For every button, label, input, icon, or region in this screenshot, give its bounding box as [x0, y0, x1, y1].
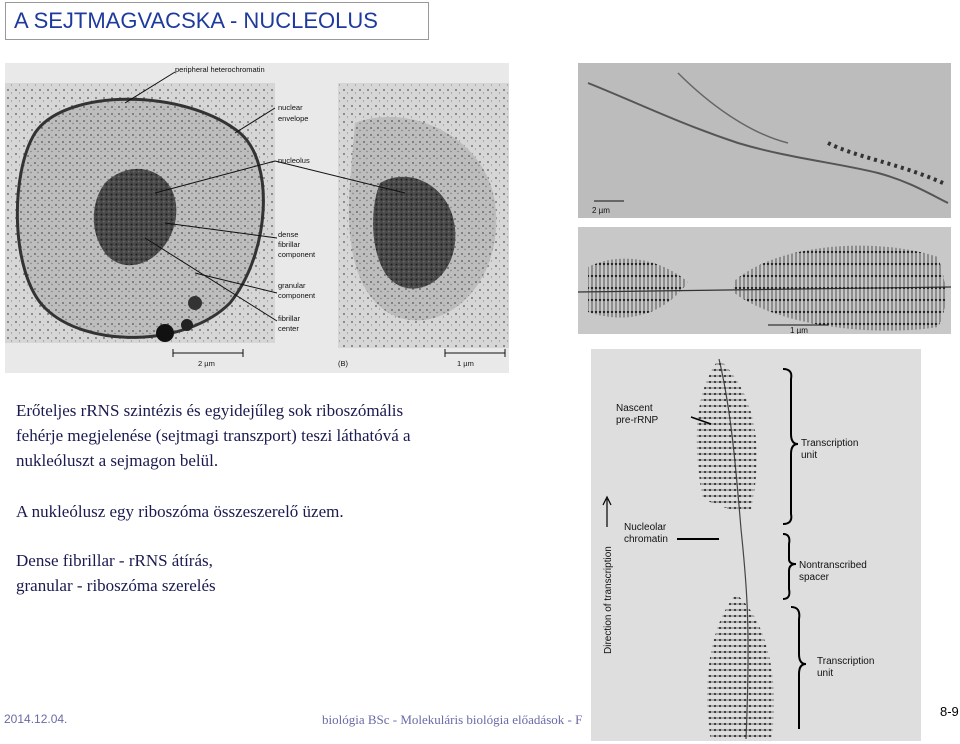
label-nucleolar: Nucleolar [624, 522, 667, 533]
label-peripheral-heterochromatin: peripheral heterochromatin [175, 65, 265, 74]
footer-date: 2014.12.04. [4, 712, 68, 726]
slide-title: A SEJTMAGVACSKA - NUCLEOLUS [14, 8, 378, 33]
label-direction-of-transcription: Direction of transcription [603, 546, 614, 654]
label-chromatin: chromatin [624, 534, 668, 545]
paragraph-1-line-1: Erőteljes rRNS szintézis és egyidejűleg sok riboszómális [16, 401, 404, 420]
paragraph-3 [16, 548, 216, 598]
paragraph-1-line-3: nukleóluszt a sejmagon belül. [16, 451, 219, 470]
label-nuclear: nuclear [278, 103, 303, 112]
paragraph-1-line-2: fehérje megjelenése (sejtmagi transzport) teszi láthatóvá a [16, 426, 411, 445]
paragraph-2 [16, 499, 344, 524]
label-nucleolus: nucleolus [278, 156, 310, 165]
chromatin-spread-top [578, 63, 951, 218]
paragraph-3-line-1: Dense fibrillar - rRNS átírás, [16, 551, 213, 570]
label-fibrillar: fibrillar [278, 240, 301, 249]
paragraph-2-line-1: A nukleólusz egy riboszóma összeszerelő üzem. [16, 502, 344, 521]
scale-a-label: 2 µm [198, 359, 215, 368]
panel-b-label: (B) [338, 359, 348, 368]
spread-middle-scale: 1 µm [790, 326, 808, 334]
paragraph-1 [16, 398, 411, 473]
label-pre-rrnp: pre-rRNP [616, 415, 659, 426]
label-transcription-unit-2: Transcription [817, 656, 875, 667]
label-spacer: spacer [799, 572, 830, 583]
label-center: center [278, 324, 299, 333]
title-box [5, 2, 429, 40]
paragraph-3-line-2: granular - riboszóma szerelés [16, 576, 216, 595]
page-number: 8-9 [940, 704, 959, 719]
label-granular: granular [278, 281, 306, 290]
label-fibrillar-2: fibrillar [278, 314, 301, 323]
label-dense: dense [278, 230, 299, 239]
label-component-2: component [278, 291, 316, 300]
label-envelope: envelope [278, 114, 309, 123]
spread-top-scale: 2 µm [592, 206, 610, 215]
label-nascent: Nascent [616, 403, 653, 414]
nucleolus-micrograph [5, 63, 509, 373]
label-nontranscribed: Nontranscribed [799, 560, 867, 571]
label-unit-1: unit [801, 450, 818, 461]
chromatin-spread-middle [578, 227, 951, 334]
transcription-units-diagram [591, 349, 921, 741]
label-transcription-unit-1: Transcription [801, 438, 859, 449]
label-component: component [278, 250, 316, 259]
footer-course: biológia BSc - Molekuláris biológia előadások - F [322, 712, 583, 727]
scale-b-label: 1 µm [457, 359, 474, 368]
label-unit-2: unit [817, 668, 834, 679]
